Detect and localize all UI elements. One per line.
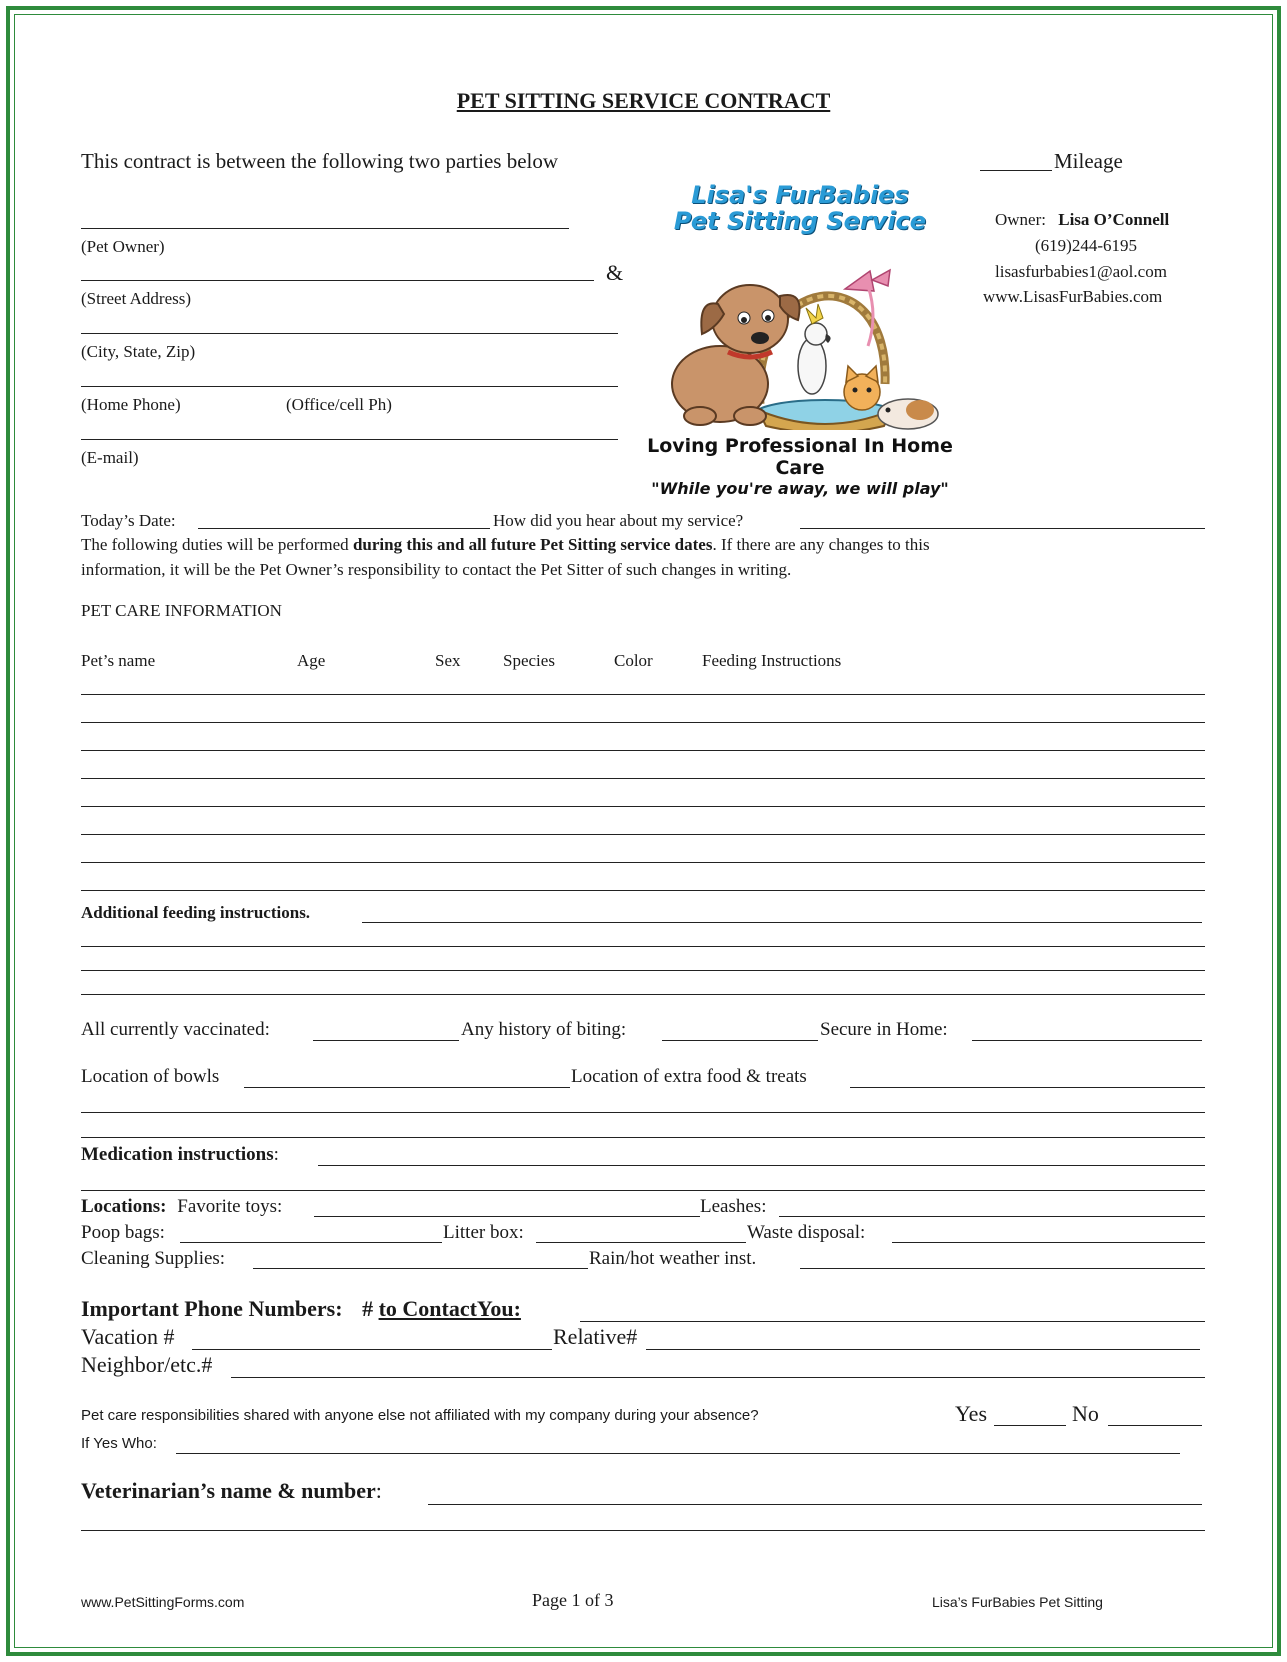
if-yes-field[interactable] xyxy=(176,1453,1180,1454)
poop-bags-label: Poop bags: xyxy=(81,1222,165,1243)
additional-feeding-field[interactable] xyxy=(81,946,1205,947)
additional-feeding-field[interactable] xyxy=(81,994,1205,995)
logo-title-line2: Pet Sitting Service xyxy=(673,207,927,235)
bowls-field[interactable] xyxy=(244,1087,570,1088)
owner-name: Lisa O’Connell xyxy=(1058,210,1170,229)
vacation-label: Vacation # xyxy=(81,1324,175,1349)
home-phone-label: (Home Phone) xyxy=(81,395,181,414)
phone-field[interactable] xyxy=(81,386,618,387)
owner-email[interactable]: lisasfurbabies1@aol.com xyxy=(995,262,1167,281)
waste-disposal-field[interactable] xyxy=(892,1242,1205,1243)
medication-label: Medication instructions xyxy=(81,1144,274,1165)
no-label: No xyxy=(1072,1401,1099,1426)
intro-text: This contract is between the following two parties below xyxy=(81,149,559,173)
pet-row-field[interactable] xyxy=(81,694,1205,695)
contact-you-field[interactable] xyxy=(580,1321,1205,1322)
hear-about-field[interactable] xyxy=(800,528,1205,529)
pet-care-heading: PET CARE INFORMATION xyxy=(81,601,282,620)
shared-question: Pet care responsibilities shared with anyone else not affiliated with my company during your absence? xyxy=(81,1407,759,1424)
locations-heading: Locations: xyxy=(81,1196,167,1217)
vet-label: Veterinarian’s name & number xyxy=(81,1478,376,1503)
neighbor-field[interactable] xyxy=(231,1377,1205,1378)
neighbor-label: Neighbor/etc.# xyxy=(81,1352,213,1377)
weather-field[interactable] xyxy=(800,1268,1205,1269)
phones-hash: # xyxy=(362,1296,374,1321)
relative-field[interactable] xyxy=(646,1349,1200,1350)
owner-line xyxy=(995,210,1169,230)
relative-label: Relative# xyxy=(553,1324,638,1349)
email-label: (E-mail) xyxy=(81,448,139,467)
col-pet-name: Pet’s name xyxy=(81,651,156,670)
street-address-label: (Street Address) xyxy=(81,289,192,308)
duties-text-a: The following duties will be performed xyxy=(81,535,353,554)
hear-about-label: How did you hear about my service? xyxy=(493,511,744,530)
litter-box-label: Litter box: xyxy=(443,1222,524,1243)
footer-page-number: Page 1 of 3 xyxy=(532,1590,614,1610)
secure-field[interactable] xyxy=(972,1040,1202,1041)
yes-field[interactable] xyxy=(994,1425,1066,1426)
vet-line xyxy=(81,1478,382,1504)
pet-row-field[interactable] xyxy=(81,778,1205,779)
pet-row-field[interactable] xyxy=(81,834,1205,835)
medication-line xyxy=(81,1144,279,1166)
secure-label: Secure in Home: xyxy=(820,1019,948,1040)
pet-row-field[interactable] xyxy=(81,750,1205,751)
pet-row-field[interactable] xyxy=(81,722,1205,723)
extra-food-field[interactable] xyxy=(850,1087,1205,1088)
favorite-toys-field[interactable] xyxy=(314,1216,700,1217)
contact-you-label: to ContactYou: xyxy=(378,1296,521,1321)
duties-text-b: . If there are any changes to this xyxy=(712,535,930,554)
mileage-label: Mileage xyxy=(1054,149,1123,173)
cleaning-label: Cleaning Supplies: xyxy=(81,1248,226,1269)
duties-line1 xyxy=(81,535,930,555)
additional-feeding-label: Additional feeding instructions. xyxy=(81,903,311,922)
pet-row-field[interactable] xyxy=(81,890,1205,891)
logo-title-line1: Lisa's FurBabies xyxy=(691,181,909,209)
col-color: Color xyxy=(614,651,653,670)
street-address-field[interactable] xyxy=(81,280,594,281)
pet-owner-field[interactable] xyxy=(81,228,569,229)
litter-box-field[interactable] xyxy=(536,1242,746,1243)
company-logo xyxy=(640,181,960,498)
col-species: Species xyxy=(503,651,555,670)
contract-title: PET SITTING SERVICE CONTRACT xyxy=(456,88,831,113)
vet-field[interactable] xyxy=(81,1530,1205,1531)
office-phone-label: (Office/cell Ph) xyxy=(286,395,392,414)
biting-field[interactable] xyxy=(662,1040,818,1041)
medication-field[interactable] xyxy=(81,1190,1205,1191)
favorite-toys-label: Favorite toys: xyxy=(177,1196,283,1217)
extra-food-label: Location of extra food & treats xyxy=(571,1066,807,1087)
col-sex: Sex xyxy=(435,651,461,670)
logo-tagline: Loving Professional In Home Care xyxy=(647,435,953,479)
leashes-field[interactable] xyxy=(779,1216,1205,1217)
logo-quote: "While you're away, we will play" xyxy=(651,479,949,498)
additional-feeding-field[interactable] xyxy=(362,922,1202,923)
vaccinated-field[interactable] xyxy=(313,1040,459,1041)
additional-feeding-field[interactable] xyxy=(81,970,1205,971)
if-yes-label: If Yes Who: xyxy=(81,1435,157,1452)
vet-field[interactable] xyxy=(428,1504,1202,1505)
pet-owner-label: (Pet Owner) xyxy=(81,237,165,256)
medication-field[interactable] xyxy=(318,1165,1205,1166)
owner-phone: (619)244-6195 xyxy=(1035,236,1137,255)
duties-line2: information, it will be the Pet Owner’s responsibility to contact the Pet Sitter of such changes in writing. xyxy=(81,560,792,579)
owner-website[interactable]: www.LisasFurBabies.com xyxy=(983,287,1163,306)
bowls-extra-field[interactable] xyxy=(81,1137,1205,1138)
bowls-label: Location of bowls xyxy=(81,1066,220,1087)
vaccinated-label: All currently vaccinated: xyxy=(81,1019,270,1040)
phones-heading: Important Phone Numbers: xyxy=(81,1296,343,1321)
weather-label: Rain/hot weather inst. xyxy=(589,1248,757,1269)
no-field[interactable] xyxy=(1108,1425,1202,1426)
biting-label: Any history of biting: xyxy=(461,1019,627,1040)
col-feeding: Feeding Instructions xyxy=(702,651,842,670)
mileage-field[interactable] xyxy=(980,170,1052,171)
todays-date-label: Today’s Date: xyxy=(81,511,176,530)
medication-colon: : xyxy=(273,1144,279,1165)
cleaning-field[interactable] xyxy=(253,1268,588,1269)
email-field[interactable] xyxy=(81,439,618,440)
col-age: Age xyxy=(297,651,326,670)
pets-basket-illustration xyxy=(640,234,960,430)
vacation-field[interactable] xyxy=(192,1349,552,1350)
footer-company: Lisa’s FurBabies Pet Sitting xyxy=(932,1594,1103,1610)
bowls-extra-field[interactable] xyxy=(81,1112,1205,1113)
phones-heading-line xyxy=(81,1296,521,1322)
leashes-label: Leashes: xyxy=(700,1196,767,1217)
todays-date-field[interactable] xyxy=(198,528,490,529)
owner-label: Owner: xyxy=(995,210,1046,229)
duties-text-bold: during this and all future Pet Sitting service dates xyxy=(352,535,713,554)
pet-row-field[interactable] xyxy=(81,806,1205,807)
waste-disposal-label: Waste disposal: xyxy=(747,1222,866,1243)
city-state-zip-field[interactable] xyxy=(81,333,618,334)
vet-colon: : xyxy=(375,1478,382,1503)
poop-bags-field[interactable] xyxy=(180,1242,442,1243)
yes-label: Yes xyxy=(955,1401,988,1426)
city-state-zip-label: (City, State, Zip) xyxy=(81,342,196,361)
pet-row-field[interactable] xyxy=(81,862,1205,863)
footer-website[interactable]: www.PetSittingForms.com xyxy=(81,1594,245,1610)
ampersand: & xyxy=(606,260,624,285)
locations-label xyxy=(81,1196,282,1218)
